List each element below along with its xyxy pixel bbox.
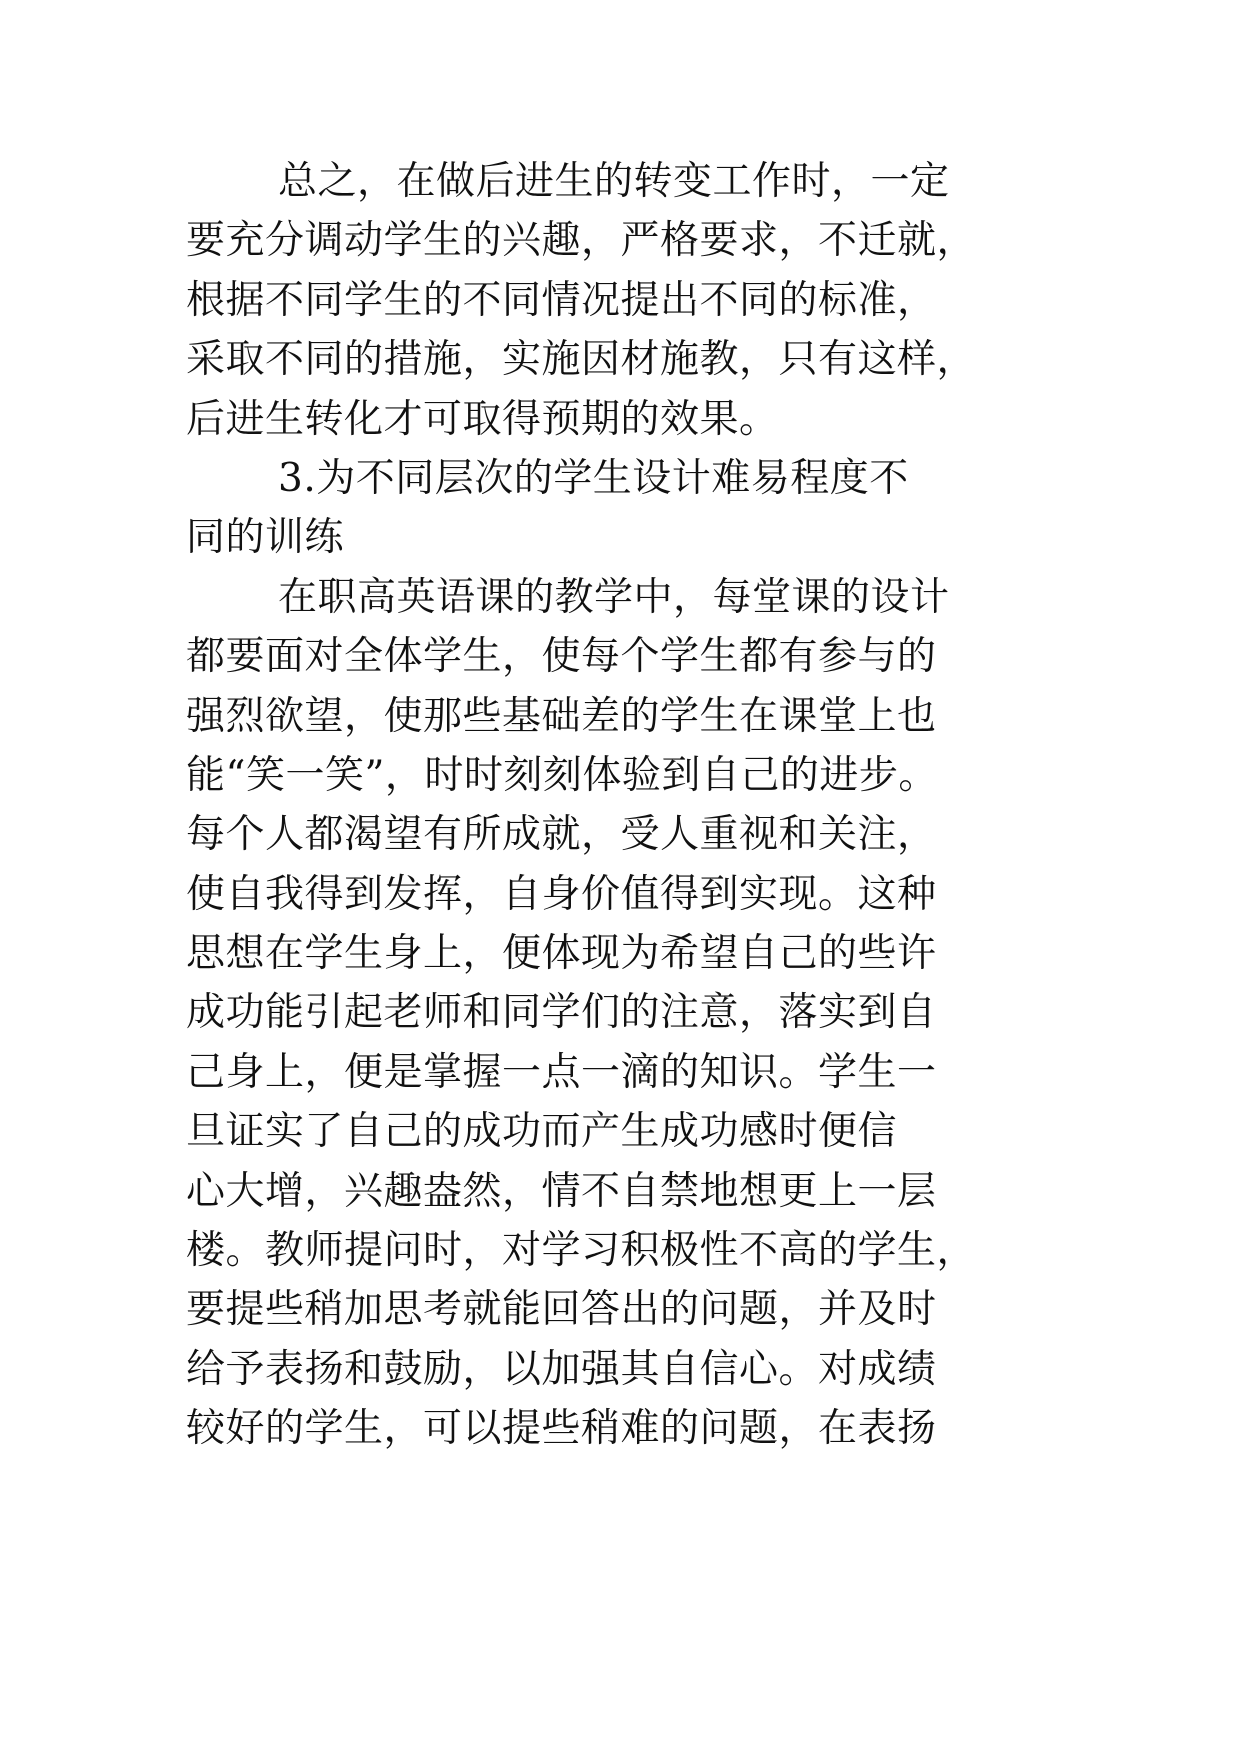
text-line: 要提些稍加思考就能回答出的问题，并及时 (186, 1287, 937, 1333)
text-line: 在职高英语课的教学中，每堂课的设计 (278, 574, 950, 620)
text-line: 心大增，兴趣盎然，情不自禁地想更上一层 (186, 1168, 937, 1214)
text-line: 强烈欲望，使那些基础差的学生在课堂上也 (186, 693, 937, 739)
body-text (186, 152, 1066, 1459)
text-line: 思想在学生身上，便体现为希望自己的些许 (186, 931, 937, 977)
text-line: 总之，在做后进生的转变工作时，一定 (278, 159, 950, 204)
text-line: 旦证实了自己的成功而产生成功感时便信 (186, 1109, 898, 1155)
text-line: 楼。教师提问时，对学习积极性不高的学生， (186, 1228, 977, 1274)
text-line: 后进生转化才可取得预期的效果。 (186, 396, 779, 442)
section-heading-continued: 同的训练 (186, 515, 345, 561)
text-line: 都要面对全体学生，使每个学生都有参与的 (186, 634, 937, 680)
text-line: 根据不同学生的不同情况提出不同的标准， (186, 277, 937, 323)
text-line: 给予表扬和鼓励，以加强其自信心。对成绩 (186, 1346, 937, 1392)
section-heading: 3.为不同层次的学生设计难易程度不 (278, 455, 909, 501)
text-line: 成功能引起老师和同学们的注意，落实到自 (186, 990, 937, 1036)
text-line: 每个人都渴望有所成就，受人重视和关注， (186, 812, 937, 858)
text-line: 采取不同的措施，实施因材施教，只有这样， (186, 337, 977, 383)
text-line: 要充分调动学生的兴趣，严格要求，不迁就， (186, 218, 977, 264)
text-line: 较好的学生，可以提些稍难的问题，在表扬 (186, 1406, 937, 1452)
text-line: 使自我得到发挥，自身价值得到实现。这种 (186, 871, 937, 917)
text-line: 己身上，便是掌握一点一滴的知识。学生一 (186, 1049, 937, 1095)
text-line: 能“笑一笑”，时时刻刻体验到自己的进步。 (186, 752, 938, 798)
